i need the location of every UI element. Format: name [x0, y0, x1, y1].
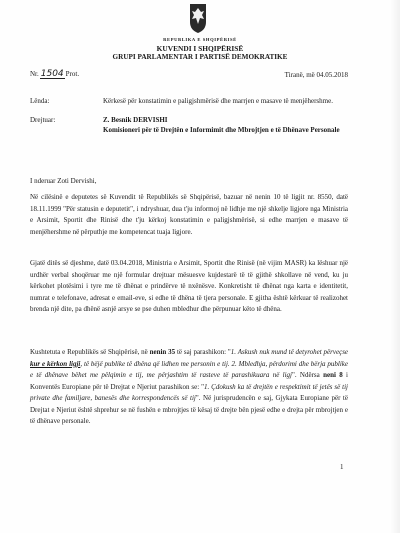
paragraph-1: Në cilësinë e deputetes së Kuvendit të Republikës së Shqipërisë, bazuar në nenin 10 të ligjit nr. 8550, datë 18.11.1999 "Për statusin e deputetit", i ndryshuar, dua t'ju informoj në lidhje me një shkelje ligjore nga Ministria e Arsimit, Sportit dhe Rinisë dhe t'ju kërkoj konstatimin e paligjshmërisë, si edhe marrjen e masave të menjëhershme në përputhje me kompetencat tuaja ligjore.: [30, 193, 348, 236]
protocol-number: 1504: [40, 69, 64, 79]
paragraph-2: Gjatë ditës së djeshme, datë 03.04.2018, Ministria e Arsimit, Sportit dhe Rinisë (në vijim MASR) ka lëshuar një urdhër verbal shoqëruar me një formular drejtuar mësuesve kujdestarë të të gjithë shkollave në vend, ku ju kërkohet plotësimi i tyre me të dhënat e prindërve të nxënësve. Konkretisht të dhënat nga karta e identitetit, numrat e telefonave, adresat e email-eve, si edhe të dhëna të tjera personale. E gjitha është kërkuar të realizohet brenda një dite, pa dhënë asnjë arsye se pse duhen mbledhur dhe përpunuar këto të dhëna.: [30, 259, 348, 313]
p3-text-k: ". Në jurisprudencën e saj, Gjykata Europiane për të Drejtat e Njeriut është shprehur se në fushën e mbrojtjes të kësaj të drejte bën pjesë edhe e drejta për mbrojtjen e të dhënave personale.: [30, 394, 348, 425]
p3-text-a: Kushtetuta e Republikës së Shqipërisë, në: [30, 348, 150, 356]
place-date: Tiranë, më 04.05.2018: [284, 71, 348, 79]
ref-prefix: Nr.: [30, 70, 39, 78]
p3-article-35: nenin 35: [149, 348, 176, 356]
p3-quote-emphasis: kur e kërkon ligji: [30, 359, 81, 368]
assembly-heading: KUVENDI I SHQIPËRISË: [156, 44, 244, 53]
ref-suffix: Prot.: [65, 70, 80, 78]
p3-echr-quote: 1. Çdokush ka të drejtën e respektimit të jetës së tij private dhe familjare, banesës dhe korrespondencës së tij: [30, 382, 348, 402]
p3-text-g: ". Ndërsa: [291, 371, 324, 379]
p3-text-i: i Konventës Europiane për të Drejtat e Njeriut parashikon se: ": [30, 371, 349, 391]
p3-text-c: të saj parashikon: ": [175, 348, 231, 356]
p3-quote-part-1: 1. Askush nuk mund të detyrohet përveçse: [230, 348, 349, 356]
paragraph-3: [30, 347, 348, 428]
double-headed-eagle-icon: [186, 2, 210, 34]
republic-heading: REPUBLIKA E SHQIPËRISË: [163, 37, 237, 42]
addressee-name: Z. Besnik DERVISHI: [103, 116, 168, 124]
p3-quote-part-2: , të bëjë publike të dhëna që lidhen me personin e tij. 2. Mbledhja, përdorimi dhe bërja publike e të dhënave bëhet me pëlqimin e tij, me përjashtim të rasteve të parashikuara në ligj: [30, 359, 348, 379]
addressee-label: Drejtuar:: [30, 116, 56, 124]
protocol-reference: [30, 70, 79, 79]
parliamentary-group-heading: GRUPI PARLAMENTAR I PARTISË DEMOKRATIKE: [112, 53, 288, 61]
page-number: 1: [340, 463, 344, 471]
salutation: I nderuar Zoti Dervishi,: [30, 177, 97, 185]
subject-text: Kërkesë për konstatimin e paligjshmërisë dhe marrjen e masave të menjëhershme.: [103, 97, 333, 105]
subject-label: Lënda:: [30, 97, 50, 105]
page-edge-shadow: [390, 0, 400, 533]
p3-article-8: neni 8: [323, 371, 343, 379]
addressee-title: Komisioneri për të Drejtën e Informimit dhe Mbrojtjen e të Dhënave Personale: [103, 126, 340, 134]
